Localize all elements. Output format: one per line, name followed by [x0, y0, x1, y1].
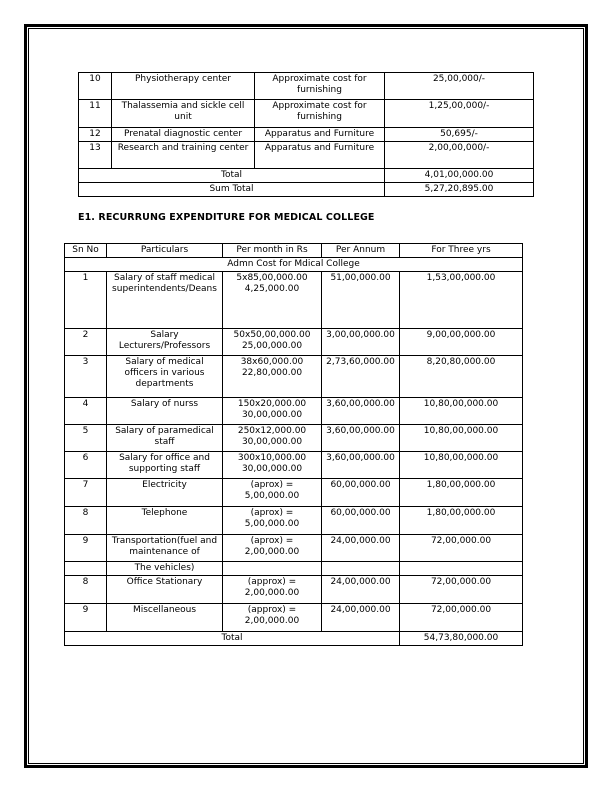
sn-cell: 4 [65, 398, 107, 425]
three-yrs-cell: 10,80,00,000.00 [400, 425, 523, 452]
cost-cell: 1,25,00,000/- [385, 100, 534, 128]
month-cell: 5x85,00,000.00 4,25,000.00 [223, 272, 322, 329]
table-row [65, 272, 523, 329]
col-header-particulars: Particulars [107, 244, 223, 258]
three-yrs-cell: 9,00,00,000.00 [400, 329, 523, 356]
sn-cell: 7 [65, 479, 107, 507]
particulars-cell: Salary of paramedical staff [107, 425, 223, 452]
table-row [65, 329, 523, 356]
three-yrs-cell: 1,53,00,000.00 [400, 272, 523, 329]
particulars-cell: Salary of staff medical superintendents/Deans [107, 272, 223, 329]
sn-cell: 1 [65, 272, 107, 329]
sn-cell: 6 [65, 452, 107, 479]
subheader-row [65, 258, 523, 272]
three-yrs-cell [400, 562, 523, 576]
annum-cell: 3,60,00,000.00 [322, 425, 400, 452]
cost-cell: 25,00,000/- [385, 73, 534, 100]
month-cell: (aprox) = 5,00,000.00 [223, 507, 322, 535]
annum-cell: 60,00,000.00 [322, 507, 400, 535]
header-row [65, 244, 523, 258]
particulars-cell: Miscellaneous [107, 604, 223, 632]
annum-cell: 24,00,000.00 [322, 604, 400, 632]
month-cell: 38x60,000.00 22,80,000.00 [223, 356, 322, 398]
annum-cell: 2,73,60,000.00 [322, 356, 400, 398]
month-cell: (approx) = 2,00,000.00 [223, 604, 322, 632]
sn-cell: 3 [65, 356, 107, 398]
item-cell: Prenatal diagnostic center [112, 128, 255, 142]
table-row [65, 398, 523, 425]
month-cell: (aprox) = 2,00,000.00 [223, 535, 322, 562]
sn-cell: 11 [79, 100, 112, 128]
sn-cell: 9 [65, 604, 107, 632]
three-yrs-cell: 1,80,00,000.00 [400, 507, 523, 535]
table-row [65, 356, 523, 398]
month-cell: 300x10,000.00 30,00,000.00 [223, 452, 322, 479]
sum-total-label: Sum Total [79, 183, 385, 197]
month-cell: 250x12,000.00 30,00,000.00 [223, 425, 322, 452]
sn-cell: 9 [65, 535, 107, 562]
particulars-cell: Transportation(fuel and maintenance of [107, 535, 223, 562]
col-header-per-month: Per month in Rs [223, 244, 322, 258]
subheader-cell: Admn Cost for Mdical College [65, 258, 523, 272]
total-label: Total [79, 169, 385, 183]
particulars-cell: Salary of nurss [107, 398, 223, 425]
recurring-expenditure-table [64, 243, 523, 646]
three-yrs-cell: 8,20,80,000.00 [400, 356, 523, 398]
sn-cell: 2 [65, 329, 107, 356]
type-cell: Approximate cost for furnishing [255, 100, 385, 128]
three-yrs-cell: 72,00,000.00 [400, 604, 523, 632]
particulars-cell: Office Stationary [107, 576, 223, 604]
annum-cell: 24,00,000.00 [322, 576, 400, 604]
annum-cell: 3,60,00,000.00 [322, 398, 400, 425]
sum-total-row [79, 183, 534, 197]
three-yrs-cell: 72,00,000.00 [400, 535, 523, 562]
item-cell: Thalassemia and sickle cell unit [112, 100, 255, 128]
month-cell: 50x50,00,000.00 25,00,000.00 [223, 329, 322, 356]
sn-cell: 5 [65, 425, 107, 452]
table-row [65, 604, 523, 632]
sn-cell [65, 562, 107, 576]
annum-cell [322, 562, 400, 576]
table-row [65, 562, 523, 576]
type-cell: Approximate cost for furnishing [255, 73, 385, 100]
month-cell: (aprox) = 5,00,000.00 [223, 479, 322, 507]
cost-cell: 50,695/- [385, 128, 534, 142]
three-yrs-cell: 1,80,00,000.00 [400, 479, 523, 507]
month-cell [223, 562, 322, 576]
item-cell: Physiotherapy center [112, 73, 255, 100]
cost-cell: 2,00,00,000/- [385, 142, 534, 169]
particulars-cell: Salary for office and supporting staff [107, 452, 223, 479]
three-yrs-cell: 72,00,000.00 [400, 576, 523, 604]
table-row [79, 142, 534, 169]
total-label: Total [65, 632, 400, 646]
table-row [65, 535, 523, 562]
col-header-per-annum: Per Annum [322, 244, 400, 258]
annum-cell: 3,60,00,000.00 [322, 452, 400, 479]
particulars-cell: The vehicles) [107, 562, 223, 576]
item-cell: Research and training center [112, 142, 255, 169]
total-row [65, 632, 523, 646]
sn-cell: 8 [65, 507, 107, 535]
three-yrs-cell: 10,80,00,000.00 [400, 452, 523, 479]
annum-cell: 60,00,000.00 [322, 479, 400, 507]
type-cell: Apparatus and Furniture [255, 142, 385, 169]
particulars-cell: Salary Lecturers/Professors [107, 329, 223, 356]
sn-cell: 10 [79, 73, 112, 100]
type-cell: Apparatus and Furniture [255, 128, 385, 142]
section-heading: E1. RECURRUNG EXPENDITURE FOR MEDICAL COLLEGE [78, 212, 375, 223]
sn-cell: 8 [65, 576, 107, 604]
furnishing-cost-table [78, 72, 534, 197]
annum-cell: 24,00,000.00 [322, 535, 400, 562]
particulars-cell: Electricity [107, 479, 223, 507]
table-row [79, 100, 534, 128]
total-row [79, 169, 534, 183]
annum-cell: 51,00,000.00 [322, 272, 400, 329]
table-row [65, 479, 523, 507]
col-header-sn: Sn No [65, 244, 107, 258]
table-row [65, 452, 523, 479]
annum-cell: 3,00,00,000.00 [322, 329, 400, 356]
particulars-cell: Telephone [107, 507, 223, 535]
table-row [65, 507, 523, 535]
total-value: 54,73,80,000.00 [400, 632, 523, 646]
total-value: 4,01,00,000.00 [385, 169, 534, 183]
particulars-cell: Salary of medical officers in various departments [107, 356, 223, 398]
col-header-three-yrs: For Three yrs [400, 244, 523, 258]
three-yrs-cell: 10,80,00,000.00 [400, 398, 523, 425]
sn-cell: 13 [79, 142, 112, 169]
sum-total-value: 5,27,20,895.00 [385, 183, 534, 197]
table-row [79, 128, 534, 142]
month-cell: 150x20,000.00 30,00,000.00 [223, 398, 322, 425]
table-row [65, 576, 523, 604]
table-row [65, 425, 523, 452]
month-cell: (approx) = 2,00,000.00 [223, 576, 322, 604]
table-row [79, 73, 534, 100]
sn-cell: 12 [79, 128, 112, 142]
